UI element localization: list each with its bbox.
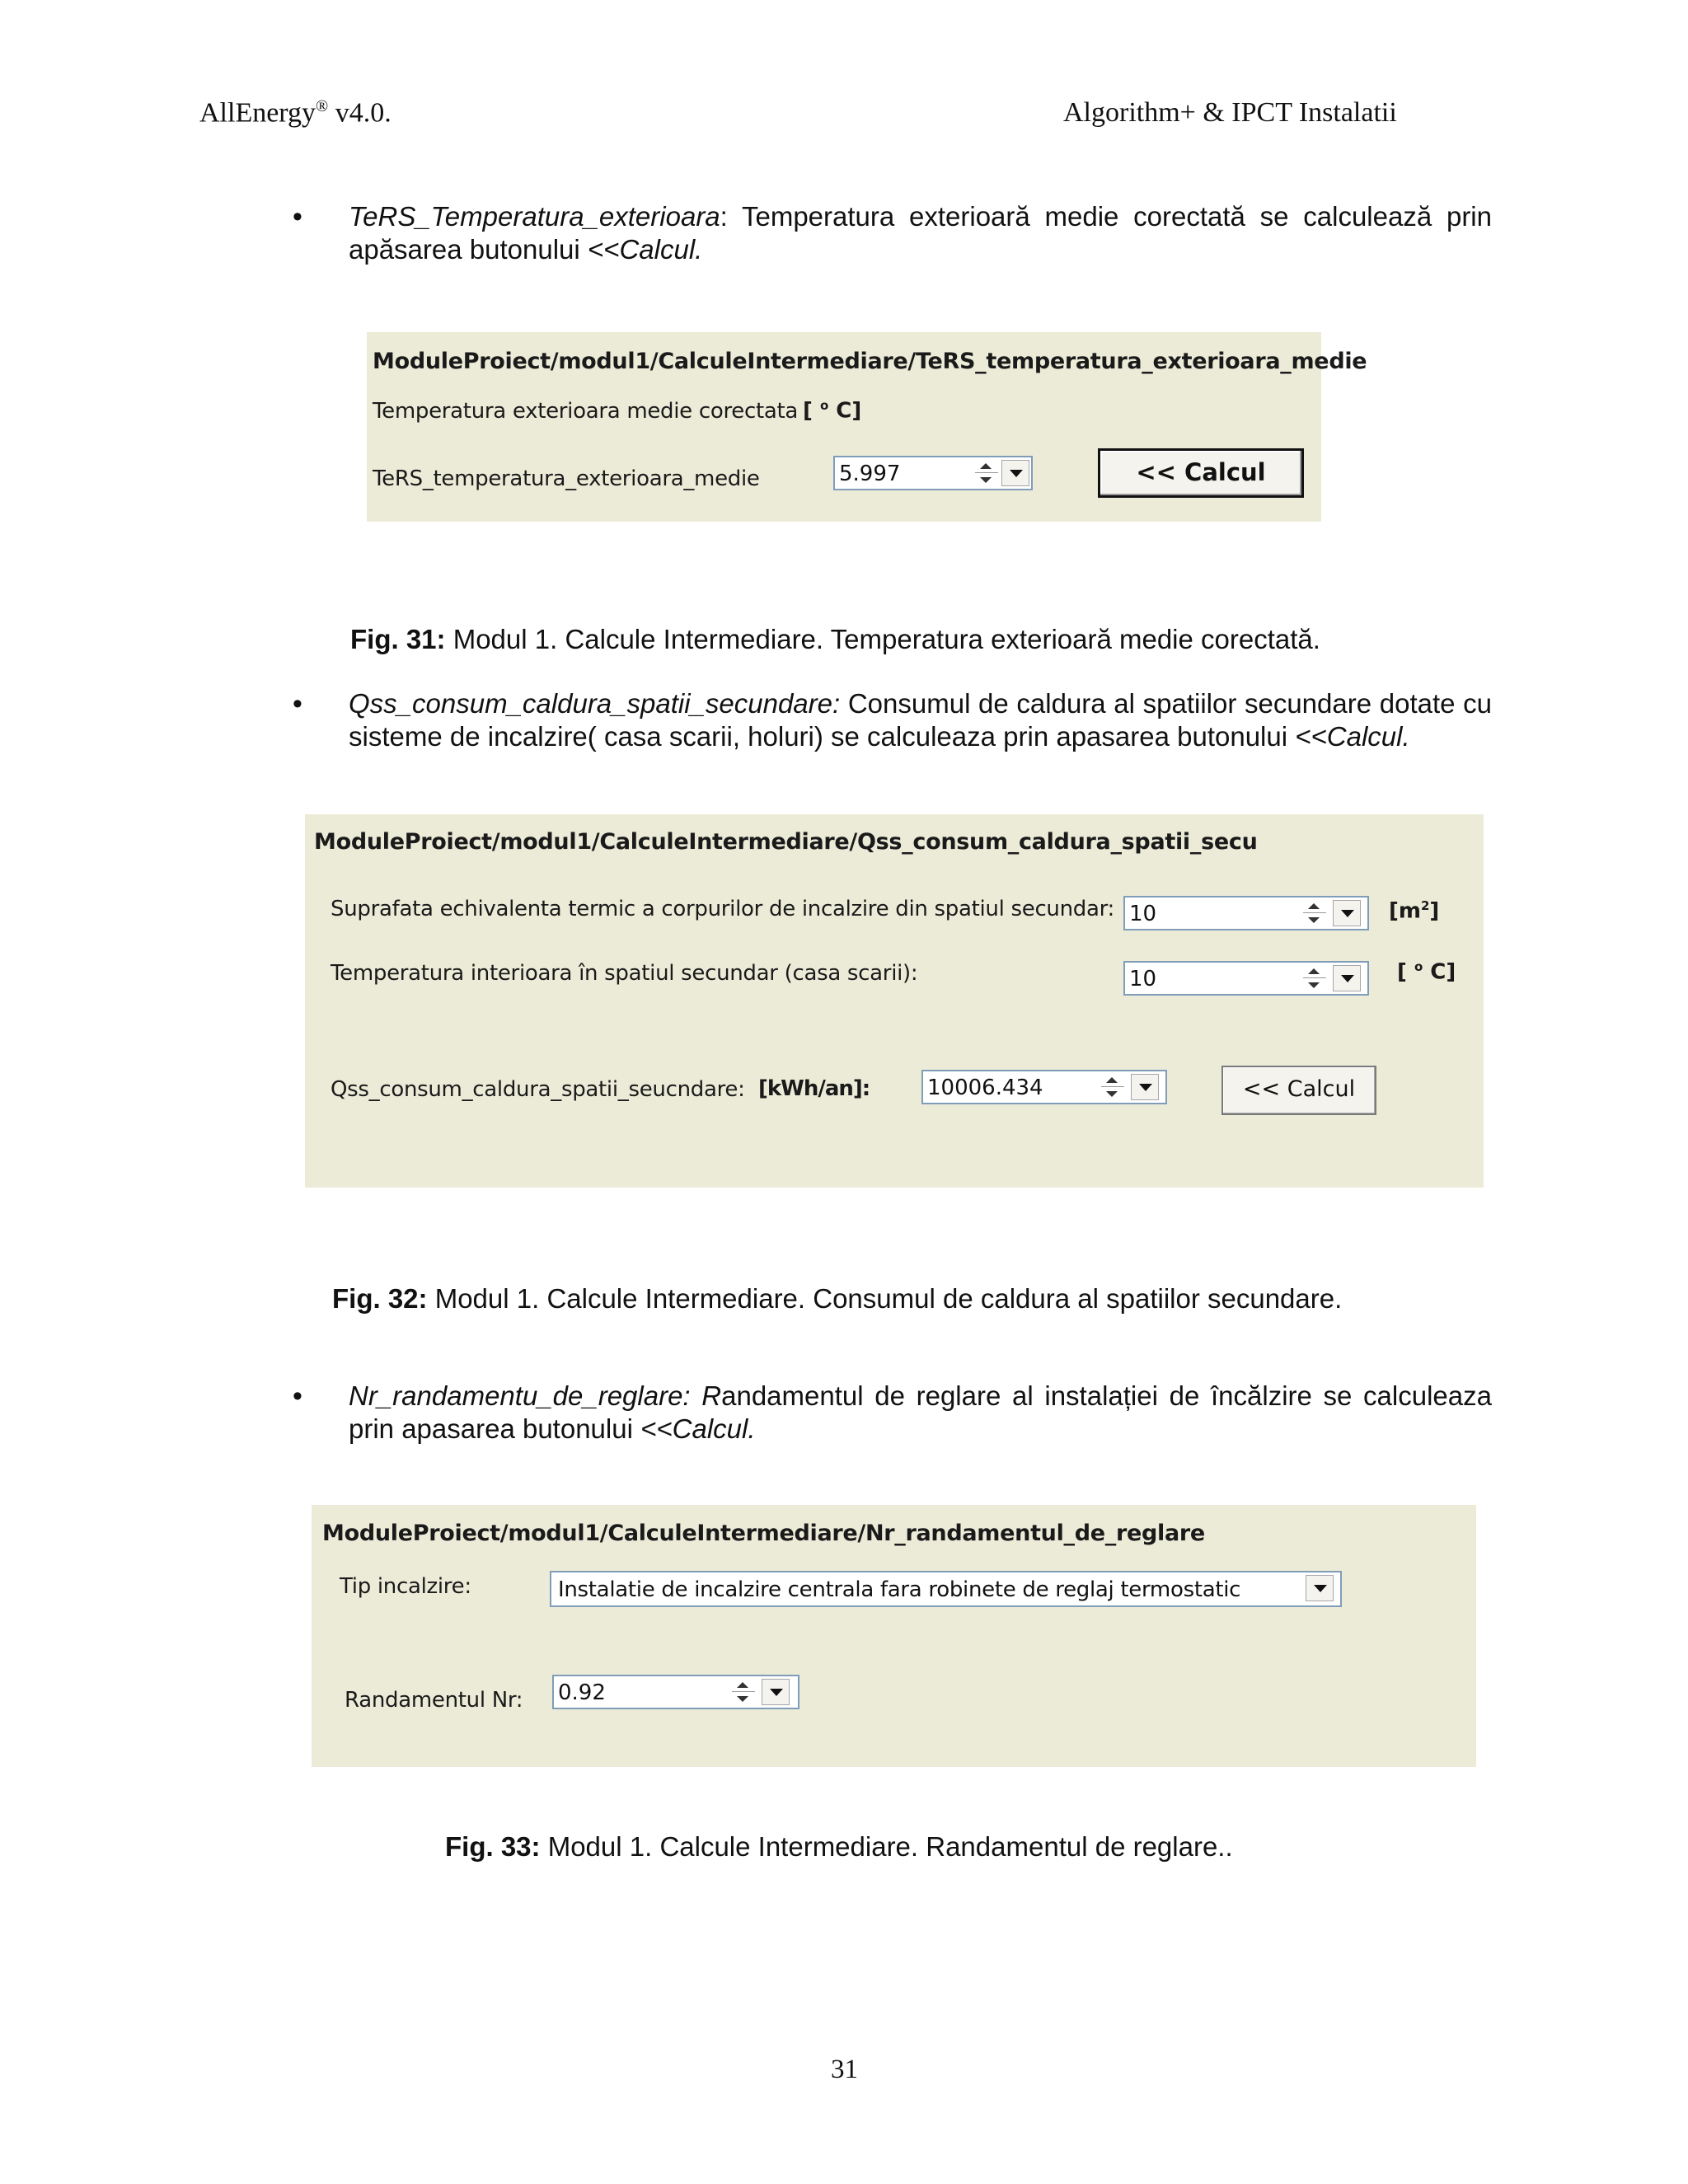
bullet-action: <<Calcul.: [640, 1413, 756, 1444]
caption-text: Modul 1. Calcule Intermediare. Randamentul de reglare..: [540, 1831, 1233, 1862]
product-version: v4.0.: [335, 97, 392, 129]
panel-title: ModuleProiect/modul1/CalculeIntermediare/TeRS_temperatura_exterioara_medie: [373, 349, 1367, 374]
label-efficiency: Randamentul Nr:: [345, 1688, 523, 1713]
qss-result-value: 10006.434: [927, 1076, 1043, 1100]
bullet-dot: •: [293, 688, 302, 719]
bullet-description: andamentul de reglare al instalației de încălzire se calculeaza prin apasarea butonului: [349, 1380, 1492, 1444]
panel-title: ModuleProiect/modul1/CalculeIntermediare/Nr_randamentul_de_reglare: [322, 1521, 1205, 1546]
panel-ters-temperature: [367, 332, 1367, 522]
panel-title: ModuleProiect/modul1/CalculeIntermediare/Qss_consum_caldura_spatii_secu: [314, 829, 1258, 855]
ters-value: 5.997: [839, 462, 901, 486]
dropdown-arrow-icon[interactable]: [1001, 460, 1029, 486]
bullet-action: <<Calcul.: [587, 234, 703, 265]
bullet-description: Consumul de caldura al spatiilor secundare dotate cu sisteme de incalzire( casa scarii, holuri) se calculeaza prin apasarea butonului: [349, 688, 1492, 752]
caption-text: Modul 1. Calcule Intermediare. Consumul de caldura al spatiilor secundare.: [427, 1283, 1343, 1314]
caption-label: Fig. 32:: [332, 1283, 428, 1314]
dropdown-arrow-icon[interactable]: [1131, 1074, 1159, 1100]
document-header-right: Algorithm+ & IPCT Instalatii: [1063, 97, 1397, 128]
bullet-term: TeRS_Temperatura_exterioara: [349, 201, 720, 232]
caption-label: Fig. 33:: [445, 1831, 541, 1862]
bullet-text: [349, 1380, 1492, 1446]
unit-celsius: [ $^o$ C]: [803, 398, 862, 424]
bullet-text: [349, 687, 1492, 753]
bullet-term: Nr_randamentu_de_reglare: R: [349, 1380, 722, 1411]
label-heating-type: Tip incalzire:: [340, 1574, 471, 1599]
dropdown-arrow-icon[interactable]: [762, 1679, 790, 1705]
spinner-arrows-icon[interactable]: [729, 1680, 758, 1704]
registered-mark: ®: [316, 97, 329, 115]
qss-result-input[interactable]: [921, 1070, 1167, 1104]
label-qss-result: Qss_consum_caldura_spatii_seucndare:: [331, 1077, 745, 1102]
ters-value-input[interactable]: [833, 456, 1033, 490]
caption-text: Modul 1. Calcule Intermediare. Temperatura exterioară medie corectată.: [445, 624, 1320, 654]
area-value: 10: [1129, 902, 1157, 926]
bullet-dot: •: [293, 201, 302, 232]
bullet-term: Qss_consum_caldura_spatii_secundare:: [349, 688, 841, 719]
heating-type-value: Instalatie de incalzire centrala fara robinete de reglaj termostatic: [558, 1577, 1241, 1602]
document-header-left: [199, 97, 392, 129]
label-interior-temperature: Temperatura interioara în spatiul secundar (casa scarii):: [331, 961, 918, 986]
calcul-button[interactable]: << Calcul: [1098, 448, 1304, 498]
spinner-arrows-icon[interactable]: [1300, 901, 1329, 926]
spinner-arrows-icon[interactable]: [1300, 966, 1329, 991]
panel-qss-consumption: [305, 814, 1484, 1188]
dropdown-arrow-icon[interactable]: [1306, 1575, 1334, 1601]
page-number: 31: [831, 2055, 858, 2084]
bullet-item-qss: [293, 687, 1492, 753]
figure-caption-32: [332, 1282, 1342, 1315]
calcul-button[interactable]: << Calcul: [1221, 1066, 1376, 1115]
figure-caption-31: [350, 623, 1320, 656]
figure-caption-33: [445, 1830, 1233, 1863]
caption-label: Fig. 31:: [350, 624, 446, 654]
spinner-arrows-icon[interactable]: [1098, 1075, 1128, 1099]
unit-square-meters: $[m^2]$: [1389, 898, 1440, 924]
efficiency-value-input[interactable]: [552, 1675, 799, 1709]
efficiency-value: 0.92: [558, 1680, 606, 1705]
label-corrected-temperature: Temperatura exterioara medie corectata: [373, 399, 799, 424]
spinner-arrows-icon[interactable]: [972, 461, 1001, 485]
label-equivalent-area: Suprafata echivalenta termic a corpurilor de incalzire din spatiul secundar:: [331, 897, 1115, 921]
dropdown-arrow-icon[interactable]: [1333, 900, 1361, 926]
bullet-dot: •: [293, 1380, 302, 1412]
unit-celsius: [ $^o$ C]: [1397, 959, 1456, 985]
label-ters-field: TeRS_temperatura_exterioara_medie: [373, 466, 760, 491]
area-value-input[interactable]: [1123, 896, 1369, 930]
bullet-action: <<Calcul.: [1295, 721, 1410, 752]
bullet-item-nr: [293, 1380, 1492, 1446]
unit-kwh-per-year: [kWh/an]:: [758, 1076, 870, 1101]
temperature-value: 10: [1129, 967, 1157, 991]
product-name: AllEnergy: [199, 97, 316, 129]
panel-nr-regulation-efficiency: [312, 1505, 1476, 1767]
bullet-text: [349, 200, 1492, 266]
dropdown-arrow-icon[interactable]: [1333, 965, 1361, 991]
bullet-description: : Temperatura exterioară medie corectată se calculează prin apăsarea butonului: [349, 201, 1492, 265]
temperature-value-input[interactable]: [1123, 961, 1369, 996]
heating-type-select[interactable]: [550, 1571, 1342, 1607]
bullet-item-ters: [293, 200, 1492, 266]
